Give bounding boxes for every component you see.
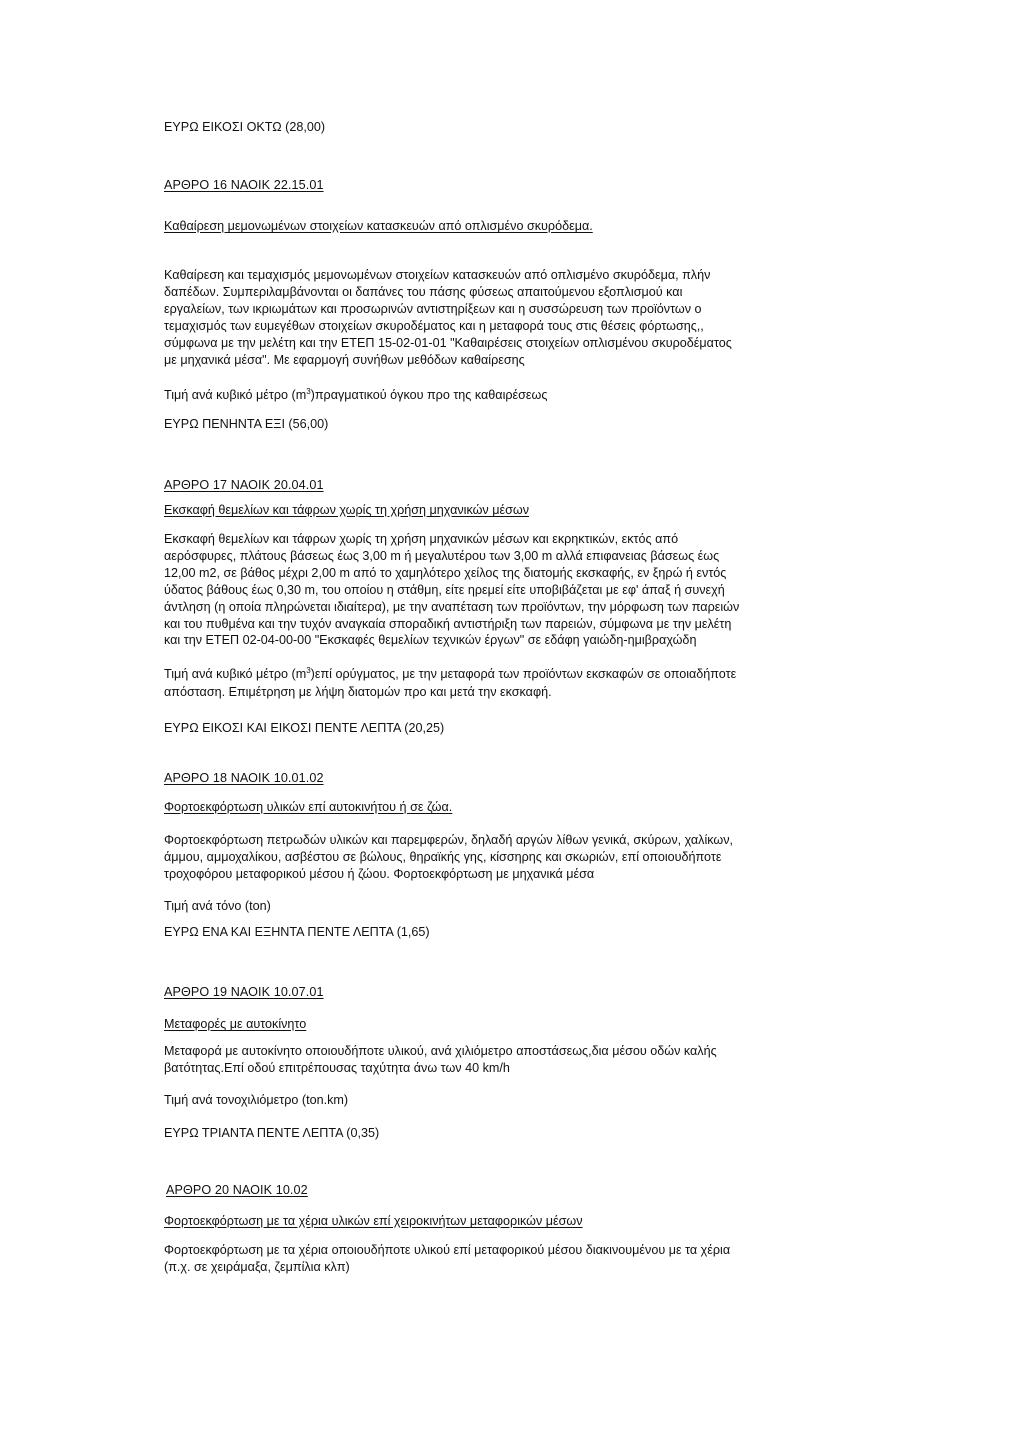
description-line: άμμου, αμμοχαλίκου, ασβέστου σε βώλους, θηραϊκής γης, κίσσηρης και σκωριών, επί οποιουδήποτε [164,849,722,864]
description-line: τεμαχισμός των ευμεγέθων στοιχείων σκυροδέματος και η μεταφορά τους στις θέσεις φόρτωσης,, [164,318,704,333]
description-line: σύμφωνα με την μελέτη και την ΕΤΕΠ 15-02-01-01 "Καθαιρέσεις στοιχείων οπλισμένου σκυροδέματος [164,335,732,350]
article-20-header: ΑΡΘΡΟ 20 ΝΑΟΙΚ 10.02 [166,1183,308,1197]
article-19-unit: Τιμή ανά τονοχιλιόμετρο (ton.km) [164,1093,349,1107]
article-18-unit: Τιμή ανά τόνο (ton) [164,899,271,913]
description-line: εργαλείων, των ικριωμάτων και προσωρινών αντιστηρίξεων και η συσσώρευση των προϊόντων ο [164,301,702,316]
description-line: αερόσφυρες, πλάτους βάσεως έως 3,00 m ή μεγαλυτέρου των 3,00 m αλλά επιφανειας βάσεως έως [164,548,720,563]
description-line: Μεταφορά με αυτοκίνητο οποιουδήποτε υλικού, ανά χιλιόμετρο αποστάσεως,δια μέσου οδών καλής [164,1044,717,1058]
description-line: με μηχανικά μέσα". Με εφαρμογή συνήθων μεθόδων καθαίρεσης [164,352,525,367]
article-19-title: Μεταφορές με αυτοκίνητο [164,1017,307,1031]
article-19-header: ΑΡΘΡΟ 19 ΝΑΟΙΚ 10.07.01 [164,985,324,999]
description-line: άντληση (η οποία πληρώνεται ιδιαίτερα), με την αναπέταση των προϊόντων, την μόρφωση των παρειών [164,599,740,614]
article-20-description [164,1242,854,1276]
article-17-title: Εκσκαφή θεμελίων και τάφρων χωρίς τη χρήση μηχανικών μέσων [164,503,529,517]
description-line: Εκσκαφή θεμελίων και τάφρων χωρίς τη χρήση μηχανικών μέσων και εκρηκτικών, εκτός από [164,532,679,546]
article-17-price: ΕΥΡΩ ΕΙΚΟΣΙ ΚΑΙ ΕΙΚΟΣΙ ΠΕΝΤΕ ΛΕΠΤΑ (20,25) [164,721,445,735]
description-line: βατότητας.Επί οδού επιτρέπουσας ταχύτητα άνω των 40 km/h [164,1060,510,1075]
article-16-unit: Τιμή ανά κυβικό μέτρο $(m^3)\pi\rho\alpha\gamma\mu\alpha\tau\iota\kappa oύ$ όγκου προ της καθαιρέσεως [164,387,548,402]
description-line: ύδατος βάθους έως 0,30 m, του οποίου η στάθμη, είτε ηρεμεί είτε υποβιβάζεται με εφ' άπαξ ή συνεχή [164,582,725,597]
article-16-description [164,267,854,368]
article-17-unit: Τιμή ανά κυβικό μέτρο $(m^3)\varepsilon\pi ί$ ορύγματος, με την μεταφορά των προϊόντων εκσκαφών σε οποιαδήποτε [164,666,737,681]
description-line: Καθαίρεση και τεμαχισμός μεμονωμένων στοιχείων κατασκευών από οπλισμένο σκυρόδεμα, πλήν [164,268,711,282]
article-18-title: Φορτοεκφόρτωση υλικών επί αυτοκινήτου ή σε ζώα. [164,800,453,814]
previous-article-price: ΕΥΡΩ ΕΙΚΟΣΙ ΟΚΤΩ (28,00) [164,120,326,134]
description-line: Φορτοεκφόρτωση πετρωδών υλικών και παρεμφερών, δηλαδή αργών λίθων γενικά, σκύρων, χαλίκων, [164,833,734,847]
article-16-header: ΑΡΘΡΟ 16 ΝΑΟΙΚ 22.15.01 [164,178,324,192]
description-line: τροχοφόρου μεταφορικού μέσου ή ζώου. Φορτοεκφόρτωση με μηχανικά μέσα [164,866,595,881]
article-20-title: Φορτοεκφόρτωση με τα χέρια υλικών επί χειροκινήτων μεταφορικών μέσων [164,1214,583,1228]
description-line: και την ΕΤΕΠ 02-04-00-00 "Εκσκαφές θεμελίων τεχνικών έργων" σε εδάφη γαιώδη-ημιβραχώδη [164,633,697,648]
article-19-price: ΕΥΡΩ ΤΡΙΑΝΤΑ ΠΕΝΤΕ ΛΕΠΤΑ (0,35) [164,1126,380,1140]
description-line: 12,00 m2, σε βάθος μέχρι 2,00 m από το χαμηλότερο χείλος της διατομής εκσκαφής, εν ξηρώ ή εντός [164,565,727,580]
article-18-header: ΑΡΘΡΟ 18 ΝΑΟΙΚ 10.01.02 [164,771,324,785]
article-17-unit-continued: απόσταση. Επιμέτρηση με λήψη διατομών προ και μετά την εκσκαφή. [164,685,552,699]
article-18-description [164,832,854,883]
description-line: (π.χ. σε χειράμαξα, ζεμπίλια κλπ) [164,1259,350,1274]
article-19-description [164,1043,854,1077]
description-line: και του πυθμένα και την τυχόν αναγκαία σποραδική αντιστήριξη των παρειών, σύμφωνα με την μελέτη [164,616,732,631]
article-17-header: ΑΡΘΡΟ 17 ΝΑΟΙΚ 20.04.01 [164,478,324,492]
article-17-description [164,531,854,649]
description-line: Φορτοεκφόρτωση με τα χέρια οποιουδήποτε υλικού επί μεταφορικού μέσου διακινουμένου με τα χέρια [164,1243,731,1257]
article-18-price: ΕΥΡΩ ΕΝΑ ΚΑΙ ΕΞΗΝΤΑ ΠΕΝΤΕ ΛΕΠΤΑ (1,65) [164,925,430,939]
description-line: δαπέδων. Συμπεριλαμβάνονται οι δαπάνες του πάσης φύσεως απαιτούμενου εξοπλισμού και [164,284,683,299]
article-16-title: Καθαίρεση μεμονωμένων στοιχείων κατασκευών από οπλισμένο σκυρόδεμα. [164,219,593,233]
article-16-price: ΕΥΡΩ ΠΕΝΗΝΤΑ ΕΞΙ (56,00) [164,417,329,431]
